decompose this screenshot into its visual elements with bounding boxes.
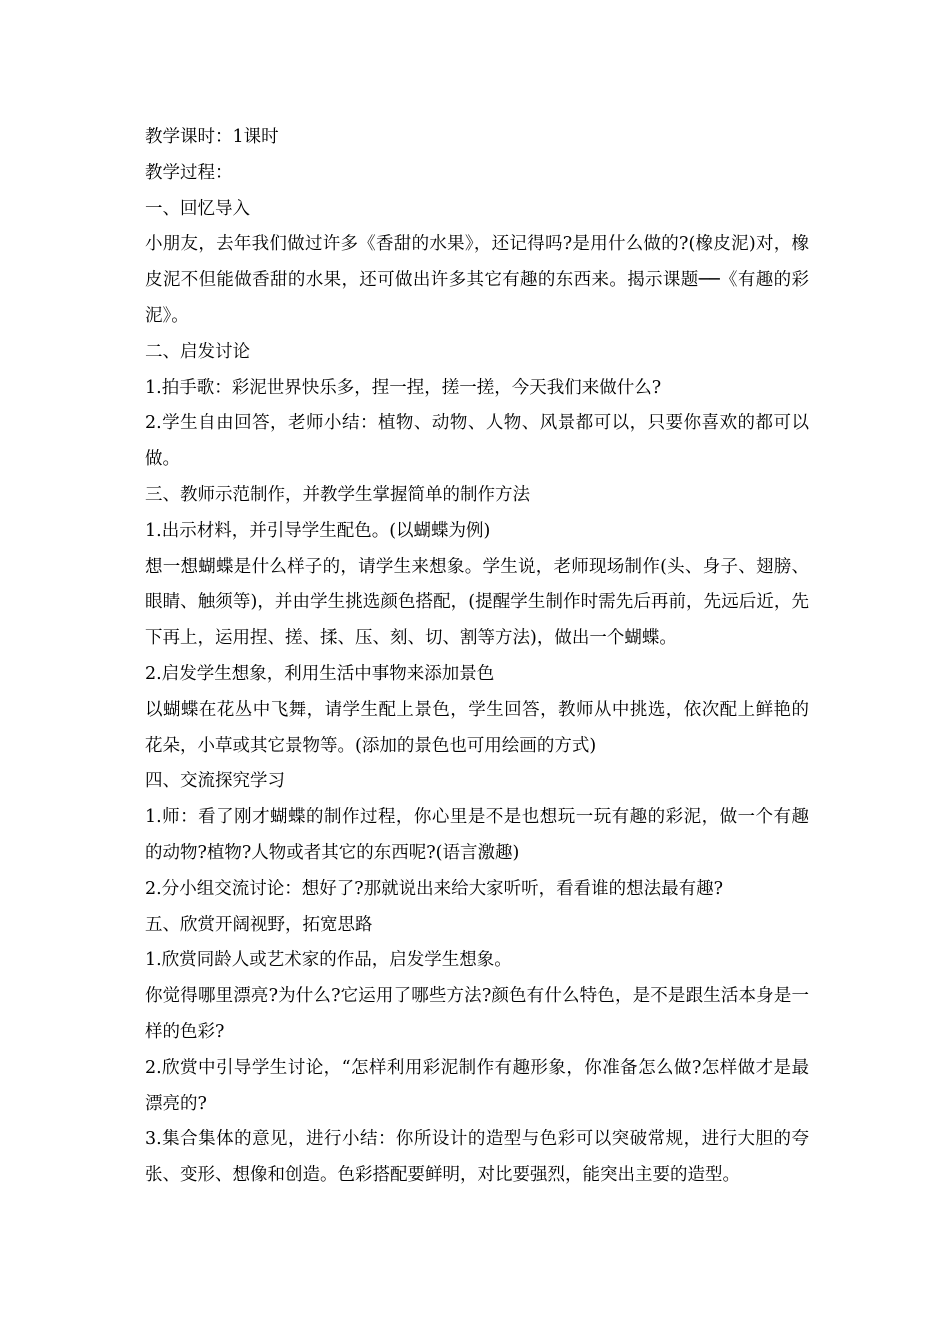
paragraph-imagination: 2.启发学生想象，利用生活中事物来添加景色: [145, 663, 495, 684]
section-heading-4: 四、交流探究学习: [145, 771, 285, 792]
paragraph-butterfly-demo: 想一想蝴蝶是什么样子的，请学生来想象。学生说，老师现场制作(头、身子、翅膀、眼睛、触须等)，并由学生挑选颜色搭配，(提醒学生制作时需先后再前，先远后近，先下再上，运用捏、搓、揉、压、刻、切、割等方法)，做出一个蝴蝶。: [145, 556, 809, 649]
paragraph-guided-discussion: 2.欣赏中引导学生讨论，“怎样利用彩泥制作有趣形象，你准备怎么做?怎样做才是最漂亮的?: [145, 1057, 809, 1114]
paragraph-questions: 你觉得哪里漂亮?为什么?它运用了哪些方法?颜色有什么特色，是不是跟生活本身是一样的色彩?: [145, 986, 809, 1042]
paragraph-clap-song: 1.拍手歌：彩泥世界快乐多，捏一捏，搓一搓，今天我们来做什么?: [145, 377, 662, 398]
section-heading-1: 一、回忆导入: [145, 198, 250, 219]
paragraph-appreciate-works: 1.欣赏同龄人或艺术家的作品，启发学生想象。: [145, 950, 512, 971]
paragraph-teacher-prompt: 1.师：看了刚才蝴蝶的制作过程，你心里是不是也想玩一玩有趣的彩泥，做一个有趣的动物?植物?人物或者其它的东西呢?(语言激趣): [145, 807, 809, 863]
section-heading-2: 二、启发讨论: [145, 341, 250, 362]
paragraph-scenery: 以蝴蝶在花丛中飞舞，请学生配上景色，学生回答，教师从中挑选，依次配上鲜艳的花朵，小草或其它景物等。(添加的景色也可用绘画的方式): [145, 699, 809, 756]
process-heading: 教学过程：: [145, 162, 233, 183]
section-heading-3: 三、教师示范制作，并教学生掌握简单的制作方法: [145, 484, 530, 505]
lesson-duration: 教学课时：1课时: [145, 127, 279, 147]
paragraph-intro: 小朋友，去年我们做过许多《香甜的水果》，还记得吗?是用什么做的?(橡皮泥)对，橡皮泥不但能做香甜的水果，还可做出许多其它有趣的东西来。揭示课题──《有趣的彩泥》。: [145, 234, 809, 326]
paragraph-summary: 3.集合集体的意见，进行小结：你所设计的造型与色彩可以突破常规，进行大胆的夸张、变形、想像和创造。色彩搭配要鲜明，对比要强烈，能突出主要的造型。: [145, 1129, 809, 1186]
section-heading-5: 五、欣赏开阔视野，拓宽思路: [145, 914, 373, 935]
paragraph-materials: 1.出示材料，并引导学生配色。(以蝴蝶为例): [145, 520, 491, 541]
document-page: [145, 120, 809, 1194]
paragraph-free-answer: 2.学生自由回答，老师小结：植物、动物、人物、风景都可以，只要你喜欢的都可以做。: [145, 413, 809, 470]
paragraph-group-discussion: 2.分小组交流讨论：想好了?那就说出来给大家听听，看看谁的想法最有趣?: [145, 878, 723, 899]
